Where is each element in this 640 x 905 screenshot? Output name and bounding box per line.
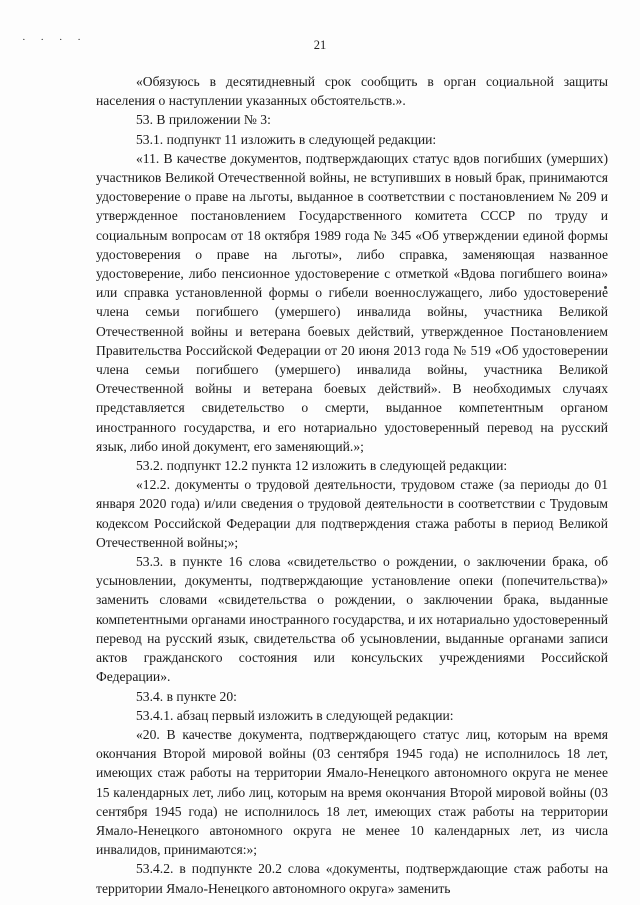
paragraph-item-11: «11. В качестве документов, подтверждающих статус вдов погибших (умерших) участников Великой Отечественной войны, не вступивших в новый брак, принимаются удостоверение о праве на льготы, выданное в соответствии с постановлением № 209 и утвержденное постановлением Государственного комитета СССР по труду и социальным вопросам от 18 октября 1989 года № 345 «Об утверждении единой формы удостоверения о праве на льготы», либо справка, заменяющая названное удостоверение, либо пенсионное удостоверение с отметкой «Вдова погибшего воина» или справка установленной формы о гибели военнослужащего, либо удостоверение члена семьи погибшего (умершего) инвалида войны, участника Великой Отечественной войны и ветерана боевых действий, утвержденное Постановлением Правительства Российской Федерации от 20 июня 2013 года № 519 «Об удостоверении члена семьи погибшего (умершего) инвалида войны, участника Великой Отечественной войны и ветерана боевых действий». В необходимых случаях представляется свидетельство о смерти, выданное компетентным органом иностранного государства, и его нотариально удостоверенный перевод на русский язык, либо иной документ, его заменяющий.»; xyxy=(96,150,608,454)
paragraph-53-4-2: 53.4.2. в подпункте 20.2 слова «документы, подтверждающие стаж работы на территории Ямало-Ненецкого автономного округа» заменить xyxy=(96,861,608,896)
paragraph-obligation: «Обязуюсь в десятидневный срок сообщить в орган социальной защиты населения о наступлении указанных обстоятельств.». xyxy=(96,74,608,109)
paragraph-item-20: «20. В качестве документа, подтверждающего статус лиц, которым на время окончания Второй мировой войны (03 сентября 1945 года) не исполнилось 18 лет, имеющих стаж работы на территории Ямало-Ненецкого автономного округа не менее 15 календарных лет, либо лиц, которым на время окончания Второй мировой войны (03 сентября 1945 года) не исполнилось 18 лет, имеющих стаж работы на территории Ямало-Ненецкого автономного округа не менее 10 календарных лет, из числа инвалидов, принимаются:»; xyxy=(96,726,608,858)
paragraph-53-1: 53.1. подпункт 11 изложить в следующей редакции: xyxy=(136,131,437,147)
paragraph-53: 53. В приложении № 3: xyxy=(136,112,271,128)
page-number: 21 xyxy=(313,38,327,52)
paragraph-53-4-1: 53.4.1. абзац первый изложить в следующей редакции: xyxy=(136,707,454,723)
paragraph-53-4: 53.4. в пункте 20: xyxy=(136,688,237,704)
paragraph-53-2: 53.2. подпункт 12.2 пункта 12 изложить в следующей редакции: xyxy=(136,458,508,474)
paragraph-53-3: 53.3. в пункте 16 слова «свидетельство о рождении, о заключении брака, об усыновлении, документы, подтверждающие установление опеки (попечительства)» заменить словами «свидетельства о рождении, о заключении брака, выданные компетентными органами иностранного государства, и их нотариально удостоверенный перевод на русский язык, свидетельства об усыновлении, выданные органами записи актов гражданского состояния или консульских учреждениями Российской Федерации». xyxy=(96,554,608,685)
paragraph-item-12-2: «12.2. документы о трудовой деятельности, трудовом стаже (за периоды до 01 января 2020 года) и/или сведения о трудовой деятельности в соответствии с Трудовым кодексом Российской Федерации для подтверждения стажа работы в период Великой Отечественной войны;»; xyxy=(96,477,608,550)
scan-marks: · · · · xyxy=(22,34,87,46)
document-body xyxy=(96,72,608,898)
